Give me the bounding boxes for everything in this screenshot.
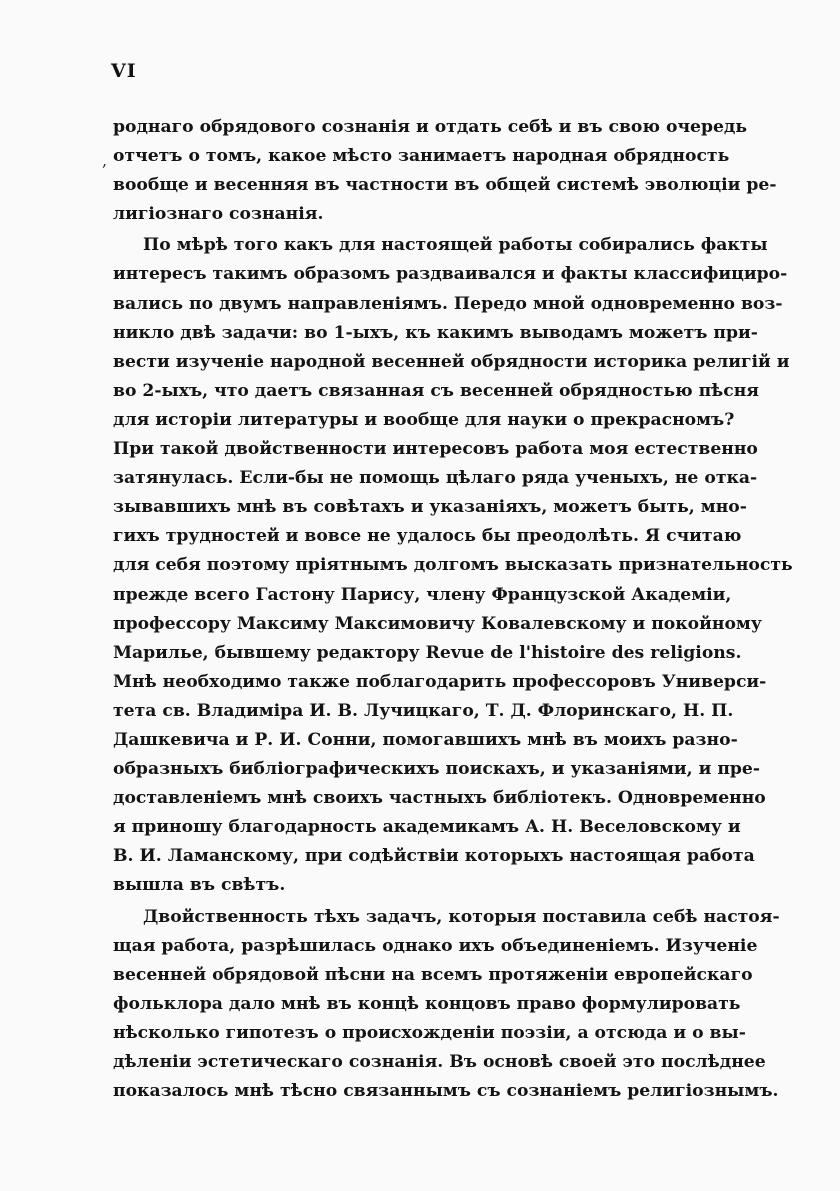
text-line: для исторіи литературы и вообще для науки о прекрасномъ? [113,409,735,430]
paragraph [113,113,777,229]
text-line: отчетъ о томъ, какое мѣсто занимаетъ народная обрядность [113,146,730,167]
text-line: По мѣрѣ того какъ для настоящей работы собирались факты [143,235,768,256]
text-line: зывавшихъ мнѣ въ совѣтахъ и указаніяхъ, можетъ быть, мно- [113,497,747,518]
text-line: доставленіемъ мнѣ своихъ частныхъ библіотекъ. Одновременно [113,788,766,809]
text-line: дѣленіи эстетическаго сознанія. Въ основѣ своей это послѣднее [113,1052,766,1072]
text-line: Марилье, бывшему редактору Revue de l'histoire des religions. [113,642,742,663]
text-line: образныхъ библіографическихъ поискахъ, и указаніями, и пре- [113,759,760,780]
text-line: При такой двойственности интересовъ работа моя естественно [113,439,758,460]
text-line: я приношу благодарность академикамъ А. Н. Веселовскому и [113,817,741,838]
text-line: весенней обрядовой пѣсни на всемъ протяженіи европейскаго [113,964,753,985]
text-line: нѣсколько гипотезъ о происхожденіи поэзіи, а отсюда и о вы- [113,1022,746,1043]
text-line: во 2-ыхъ, что даетъ связанная съ весенней обрядностью пѣсня [113,380,759,401]
paragraph [113,231,793,900]
paragraph [113,903,780,1107]
text-line: прежде всего Гастону Парису, члену Французской Академіи, [113,584,732,605]
text-line: фольклора дало мнѣ въ концѣ концовъ право формулировать [113,993,741,1014]
text-line: для себя поэтому пріятнымъ долгомъ высказать признательность [113,555,793,576]
text-line: тета св. Владиміра И. В. Лучицкаго, Т. Д. Флоринскаго, Н. П. [113,700,734,721]
text-line: показалось мнѣ тѣсно связаннымъ съ сознаніемъ религіознымъ. [113,1081,779,1102]
text-line: затянулась. Если-бы не помощь цѣлаго ряда ученыхъ, не отка- [113,468,758,489]
text-line: вообще и весенняя въ частности въ общей системѣ эволюціи ре- [113,175,777,196]
text-line: вести изученіе народной весенней обрядности историка религій и [113,351,790,372]
text-line: профессору Максиму Максимовичу Ковалевскому и покойному [113,613,762,634]
text-line: В. И. Ламанскому, при содѣйствіи которыхъ настоящая работа [113,846,755,867]
text-line: лигіознаго сознанія. [113,204,324,225]
text-line: Дашкевича и Р. И. Сонни, помогавшихъ мнѣ въ моихъ разно- [113,729,738,750]
text-line: вались по двумъ направленіямъ. Передо мной одновременно воз- [113,293,783,314]
text-line: Двойственность тѣхъ задачъ, которыя поставила себѣ настоя- [143,906,780,927]
text-line: щая работа, разрѣшилась однако ихъ объединеніемъ. Изученіе [113,935,758,956]
page-number: VI [111,60,137,82]
stray-print-mark: , [102,151,108,170]
text-line: интересъ такимъ образомъ раздваивался и факты классифициро- [113,264,788,285]
text-line: вышла въ свѣтъ. [113,875,286,896]
text-body [113,113,793,1106]
text-line: никло двѣ задачи: во 1-ыхъ, къ какимъ выводамъ можетъ при- [113,322,758,343]
text-line: гихъ трудностей и вовсе не удалось бы преодолѣть. Я считаю [113,526,742,547]
text-line: Мнѣ необходимо также поблагодарить профессоровъ Универси- [113,671,767,692]
text-line: роднаго обрядового сознанія и отдать себѣ и въ свою очередь [113,117,748,137]
